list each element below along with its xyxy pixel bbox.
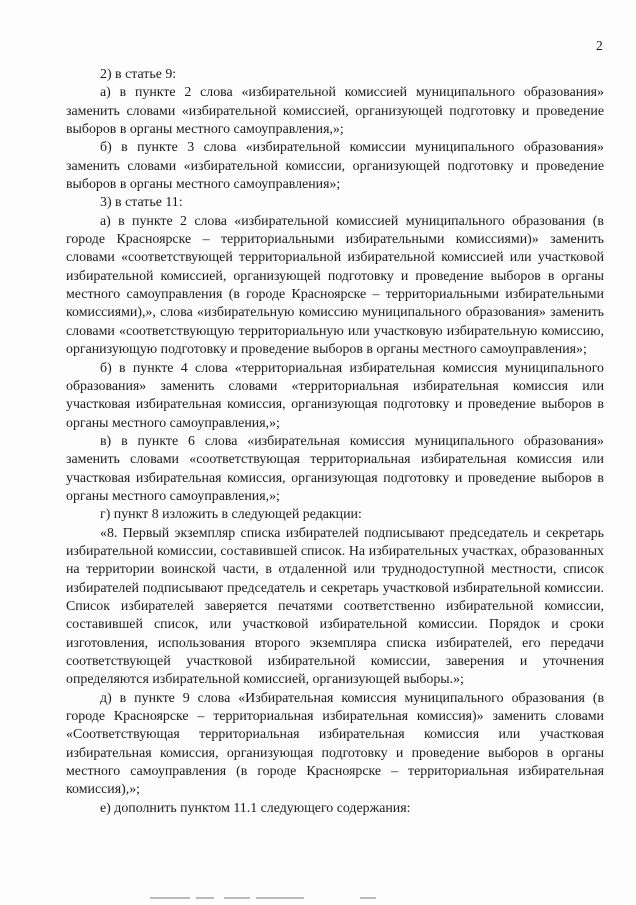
paragraph-article-11-v: в) в пункте 6 слова «избирательная комиссия муниципального образования» заменить словами «соответствующая территориальная избирательная комиссия или участковая избирательная комиссия, организующая подготовку и проведение выборов в органы местного самоуправления,»; — [66, 433, 604, 504]
paragraph-article-11-b: б) в пункте 4 слова «территориальная избирательная комиссия муниципального образования» заменить словами «территориальная избирательная комиссия или участковая избирательная комиссия, организующая подготовку и проведение выборов в органы местного самоуправления,»; — [66, 360, 604, 431]
page-number: 2 — [596, 38, 603, 53]
scan-edge-marks — [0, 893, 636, 905]
paragraph-article-9-heading: 2) в статье 9: — [100, 67, 177, 82]
paragraph-article-11-d: д) в пункте 9 слова «Избирательная комиссия муниципального образования (в городе Красноярске – территориальная избирательная комиссия)» заменить словами «Соответствующая территориальная избирательная комиссия или участковая избирательная комиссия, организующая подготовку и проведение выборов в органы местного самоуправления (в городе Красноярске – территориальная избирательная комиссия),»; — [66, 690, 604, 798]
paragraph-point-8-text: «8. Первый экземпляр списка избирателей подписывают председатель и секретарь избирательной комиссии, составившей список. На избирательных участках, образованных на территории воинской части, в отдаленной или труднодоступной местности, список избирателей подписывают председатель и секретарь участковой избирательной комиссии. Список избирателей заверяется печатями соответственно избирательной комиссии, составившей список, или участковой избирательной комиссии. Порядок и сроки изготовления, использования второго экземпляра списка избирателей, его передачи соответствующей участковой избирательной комиссии, заверения и уточнения определяются избирательной комиссией, организующей выборы.»; — [66, 525, 604, 688]
paragraph-article-11-a: а) в пункте 2 слова «избирательной комиссией муниципального образования (в городе Красноярске – территориальными избирательными комиссиями)» заменить словами «соответствующей территориальной избирательной комиссией или участковой избирательной комиссией, организующей подготовку и проведение выборов в органы местного самоуправления (в городе Красноярске – территориальными избирательными комиссиями),», слова «избирательную комиссию муниципального образования» заменить словами «соответствующую территориальную или участковую избирательную комиссию, организующую подготовку и проведение выборов в органы местного самоуправления»; — [66, 213, 604, 358]
document-body — [66, 66, 604, 818]
paragraph-article-9-b: б) в пункте 3 слова «избирательной комиссии муниципального образования» заменить словами «избирательной комиссии, организующей подготовку и проведение выборов в органы местного самоуправления»; — [66, 140, 604, 193]
paragraph-article-9-a: а) в пункте 2 слова «избирательной комиссией муниципального образования» заменить словами «избирательной комиссией, организующей подготовку и проведение выборов в органы местного самоуправления,»; — [66, 85, 604, 138]
paragraph-article-11-heading: 3) в статье 11: — [100, 195, 183, 211]
paragraph-article-11-g: г) пункт 8 изложить в следующей редакции: — [100, 507, 362, 523]
paragraph-article-11-e: е) дополнить пунктом 11.1 следующего содержания: — [100, 800, 411, 816]
